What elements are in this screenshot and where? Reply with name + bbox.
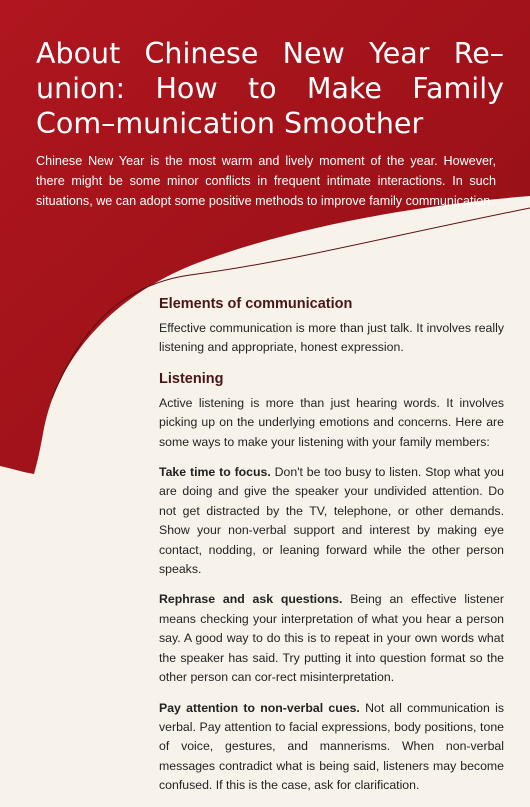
section-heading-elements: Elements of communication [159,296,353,312]
section-heading-listening: Listening [159,370,224,387]
paragraph-text: Being an effective listener means checking your interpretation of what you hear a person say. A good way to do this is to repeat in your own words what the speaker has said. Try putting it into question format so the other person can cor-rect misinterpretation. [159,592,504,685]
intro-paragraph: Chinese New Year is the most warm and lively moment of the year. However, there might be some minor conflicts in frequent intimate interactions. In such situations, we can adopt some positive methods to improve family communication. [36,154,496,208]
paragraph [159,590,504,687]
paragraph [159,319,504,358]
page-title: About Chinese New Year Re–union: How to Make Family Com–munication Smoother [36,37,504,140]
article-content [159,294,504,807]
paragraph [159,463,504,579]
paragraph-text: Active listening is more than just hearing words. It involves picking up on the underlying emotions and concerns. Here are some ways to make your listening with your family members: [159,395,504,449]
paragraph-lead: Rephrase and ask questions. [159,592,343,607]
paragraph-text: Effective communication is more than just talk. It involves really listening and appropriate, honest expression. [159,321,504,355]
paragraph [159,699,504,796]
paragraph-text: Not all communication is verbal. Pay attention to facial expressions, body positions, tone of voice, gestures, and mannerisms. When non-verbal messages contradict what is being said, listeners may become confused. If this is the case, ask for clarification. [159,700,504,793]
paragraph-lead: Pay attention to non-verbal cues. [159,700,360,715]
paragraph-lead: Take time to focus. [159,465,271,480]
paragraph [159,394,504,452]
paragraph-text: Don't be too busy to listen. Stop what you are doing and give the speaker your undivided attention. Do not get distracted by the TV, telephone, or other demands. Show your non-verbal support and interest by making eye contact, nodding, or leaning forward while the other person speaks. [159,465,505,577]
